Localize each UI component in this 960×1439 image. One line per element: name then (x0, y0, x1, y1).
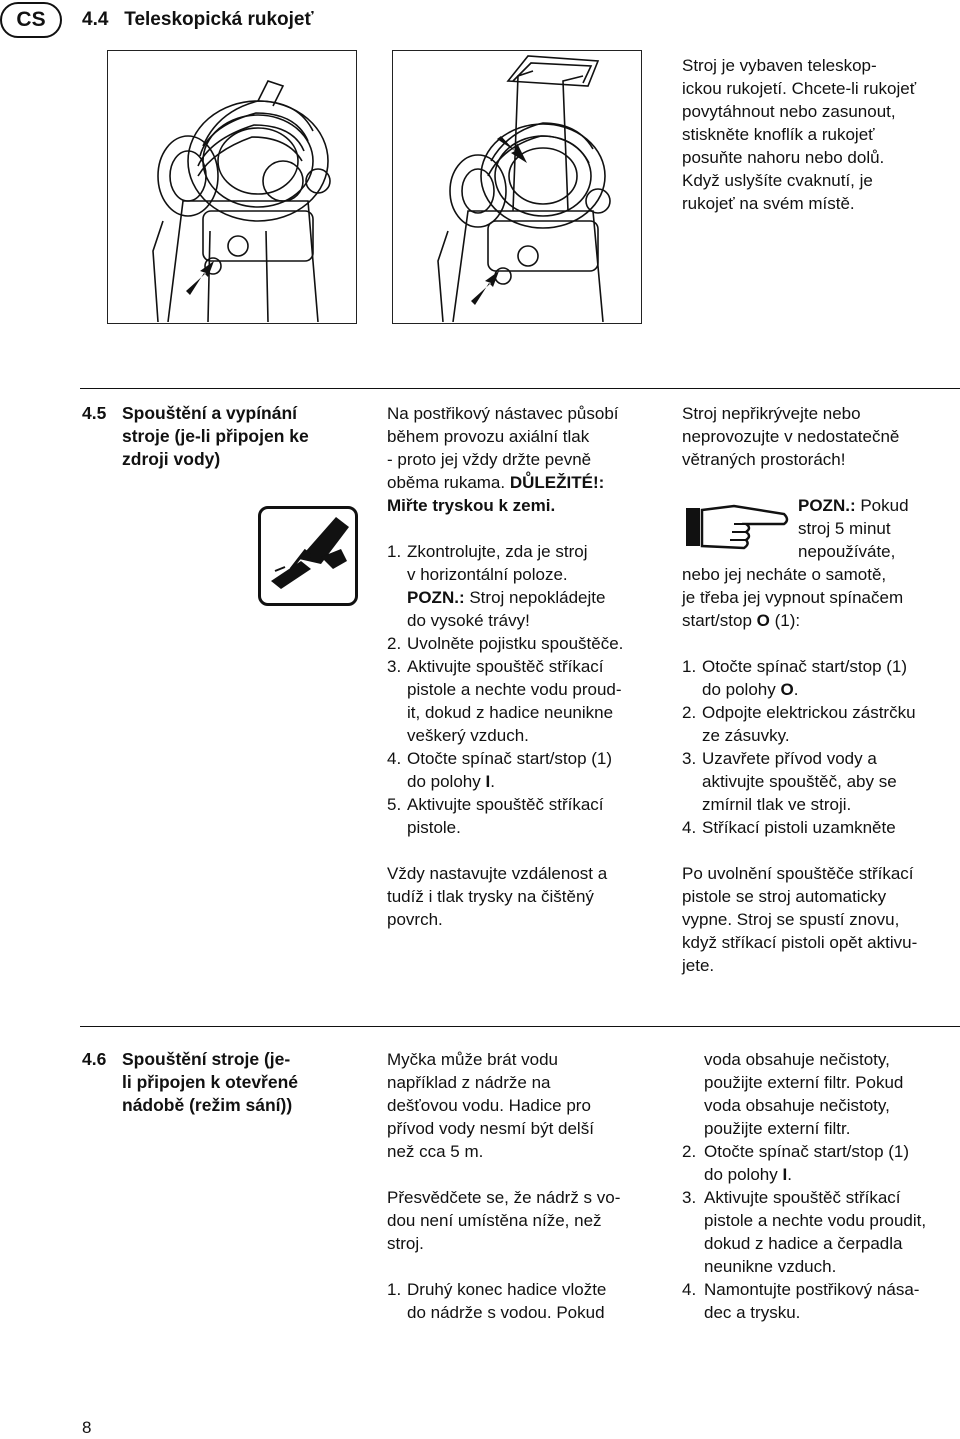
text-line: během provozu axiální tlak (387, 427, 590, 446)
important-label: DŮLEŽITÉ!: (509, 473, 605, 492)
text-line: Stříkací pistoli uzamkněte (702, 818, 896, 837)
list-item (682, 816, 957, 839)
text-line: Otočte spínač start/stop (1) (704, 1142, 910, 1161)
warning-pictogram (258, 506, 358, 606)
title-line: nádobě (režim sání)) (122, 1095, 293, 1115)
list-item (387, 793, 667, 839)
text-line: Odpojte elektrickou zástrčku (702, 703, 916, 722)
section-4-5-right-column (682, 402, 957, 977)
text-span: do polohy (407, 772, 481, 791)
step-number: 3. (387, 657, 402, 676)
text-line: do nádrže s vodou. Pokud (407, 1303, 605, 1322)
figure-handle-extended (392, 50, 642, 324)
position-symbol: O (780, 680, 794, 699)
note-label: POZN.: (798, 496, 856, 515)
section-number: 4.5 (82, 403, 107, 423)
text-line: v horizontální poloze. (407, 565, 568, 584)
text-line (387, 471, 667, 494)
list-item (387, 747, 667, 793)
text-span: oběma rukama. (387, 473, 506, 492)
step-number: 1. (387, 1280, 402, 1299)
text-line (702, 678, 907, 701)
text-line: Otočte spínač start/stop (1) (702, 657, 908, 676)
section-4-4-heading (82, 8, 314, 31)
text-span: Pokud (860, 496, 909, 515)
step-number: 3. (682, 1188, 697, 1207)
title-line: li připojen k otevřené (122, 1072, 299, 1092)
section-divider (80, 388, 960, 389)
text-line: Když uslyšíte cvaknutí, je (682, 171, 873, 190)
list-item (387, 655, 667, 747)
text-line: ickou rukojetí. Chcete-li rukojeť (682, 79, 917, 98)
text-line: voda obsahuje nečistoty, (704, 1096, 890, 1115)
text-span: (1): (774, 611, 801, 630)
section-title: Teleskopická rukojeť (124, 9, 314, 30)
note-label: POZN.: (407, 588, 465, 607)
text-line: Zkontrolujte, zda je stroj (407, 542, 588, 561)
text-line: pistole a nechte vodu proudit, (704, 1211, 927, 1230)
text-line: Po uvolnění spouštěče stříkací (682, 864, 914, 883)
pressure-washer-extended-illustration (393, 51, 640, 322)
title-line: zdroji vody) (122, 449, 221, 469)
text-line: pistole a nechte vodu proud- (407, 680, 622, 699)
text-span: . (793, 680, 799, 699)
text-line: - proto jej vždy držte pevně (387, 450, 592, 469)
title-line: Spouštění a vypínání (122, 403, 298, 423)
text-span: . (787, 1165, 792, 1184)
step-number: 4. (387, 749, 402, 768)
section-4-4-text (682, 54, 916, 215)
position-symbol: I (782, 1165, 788, 1184)
text-line: zmírnil tlak ve stroji. (702, 795, 852, 814)
text-line (407, 770, 612, 793)
language-badge: CS (0, 2, 62, 38)
text-line: použijte externí filtr. Pokud (704, 1073, 904, 1092)
text-line: stroj 5 minut (798, 519, 891, 538)
text-line: pistole. (407, 818, 461, 837)
text-line: posuňte nahoru nebo dolů. (682, 148, 885, 167)
text-line: dec a trysku. (704, 1303, 801, 1322)
text-line: rukojeť na svém místě. (682, 194, 855, 213)
note-with-hand (682, 494, 957, 563)
text-line: dou není umístěna níže, než (387, 1211, 602, 1230)
important-text: Miřte tryskou k zemi. (387, 496, 556, 515)
section-number: 4.4 (82, 9, 109, 30)
text-line: veškerý vzduch. (407, 726, 529, 745)
text-line: Vždy nastavujte vzdálenost a (387, 864, 608, 883)
text-span: . (490, 772, 495, 791)
text-line: neunikne vzduch. (704, 1257, 837, 1276)
text-line: ze zásuvky. (702, 726, 790, 745)
text-line: Na postřikový nástavec působí (387, 404, 619, 423)
position-symbol: O (756, 611, 770, 630)
text-line: dešťovou vodu. Hadice pro (387, 1096, 591, 1115)
text-line: větraných prostorách! (682, 450, 846, 469)
text-line: voda obsahuje nečistoty, (704, 1050, 890, 1069)
text-span: do polohy (702, 680, 776, 699)
section-4-5-middle-column (387, 402, 667, 931)
text-line: Namontujte postřikový nása- (704, 1280, 920, 1299)
section-divider (80, 1026, 960, 1027)
text-line: Otočte spínač start/stop (1) (407, 749, 613, 768)
list-item (682, 701, 957, 747)
text-line: než cca 5 m. (387, 1142, 484, 1161)
title-line: stroje (je-li připojen ke (122, 426, 309, 446)
text-line: Aktivujte spouštěč stříkací (407, 795, 604, 814)
figure-handle-retracted (107, 50, 357, 324)
text-span: do polohy (704, 1165, 778, 1184)
text-line: Stroj je vybaven teleskop- (682, 56, 877, 75)
text-line: povrch. (387, 910, 443, 929)
list-item (682, 1278, 957, 1324)
text-line: jete. (682, 956, 715, 975)
text-line: aktivujte spouštěč, aby se (702, 772, 897, 791)
step-number: 2. (387, 634, 402, 653)
text-line: pistole se stroj automaticky (682, 887, 887, 906)
step-number: 4. (682, 1280, 697, 1299)
page-number: 8 (82, 1418, 92, 1437)
section-4-5-heading (82, 402, 309, 471)
text-line: použijte externí filtr. (704, 1119, 851, 1138)
text-line (798, 494, 909, 517)
text-line (682, 609, 957, 632)
text-span: start/stop (682, 611, 752, 630)
step-number: 4. (682, 818, 697, 837)
text-line: it, dokud z hadice neunikne (407, 703, 614, 722)
step-number: 2. (682, 703, 697, 722)
text-line (407, 586, 667, 609)
text-line: je třeba jej vypnout spínačem (682, 588, 904, 607)
text-line: dokud z hadice a čerpadla (704, 1234, 903, 1253)
text-line: stiskněte knoflík a rukojeť (682, 125, 875, 144)
list-item (682, 1140, 957, 1186)
text-line: Uvolněte pojistku spouštěče. (407, 634, 624, 653)
list-item (682, 655, 957, 701)
section-4-6-middle-column (387, 1048, 667, 1324)
step-number: 3. (682, 749, 697, 768)
text-line: neprovozujte v nedostatečně (682, 427, 900, 446)
note (387, 586, 667, 632)
text-line (704, 1163, 909, 1186)
text-line: když stříkací pistoli opět aktivu- (682, 933, 918, 952)
text-line: nebo jej necháte o samotě, (682, 565, 887, 584)
list-item (682, 1186, 957, 1278)
list-item (387, 540, 667, 586)
title-line: Spouštění stroje (je- (122, 1049, 291, 1069)
text-line: vypne. Stroj se spustí znovu, (682, 910, 900, 929)
section-4-6-heading (82, 1048, 298, 1117)
text-line: do vysoké trávy! (407, 611, 530, 630)
pointing-hand-icon (684, 500, 790, 554)
text-span: Stroj nepokládejte (469, 588, 606, 607)
pressure-washer-illustration (108, 51, 355, 322)
step-number: 1. (682, 657, 697, 676)
text-line: stroj. (387, 1234, 424, 1253)
step-number: 5. (387, 795, 402, 814)
section-4-6-right-column (682, 1048, 957, 1324)
spray-gun-hands-icon (261, 509, 355, 603)
step-number: 2. (682, 1142, 697, 1161)
text-line: Přesvědčete se, že nádrž s vo- (387, 1188, 621, 1207)
text-line: Druhý konec hadice vložte (407, 1280, 607, 1299)
step-number: 1. (387, 542, 402, 561)
text-line: Aktivujte spouštěč stříkací (407, 657, 604, 676)
text-line: přívod vody nesmí být delší (387, 1119, 594, 1138)
section-number: 4.6 (82, 1049, 107, 1069)
text-line: nepoužíváte, (798, 542, 896, 561)
text-line: tudíž i tlak trysky na čištěný (387, 887, 594, 906)
list-item (387, 1278, 667, 1324)
position-symbol: I (485, 772, 491, 791)
list-item (387, 632, 667, 655)
text-line: například z nádrže na (387, 1073, 551, 1092)
text-line: povytáhnout nebo zasunout, (682, 102, 896, 121)
text-line: Aktivujte spouštěč stříkací (704, 1188, 901, 1207)
text-line: Uzavřete přívod vody a (702, 749, 877, 768)
text-line: Myčka může brát vodu (387, 1050, 559, 1069)
list-item (682, 747, 957, 816)
text-line: Stroj nepřikrývejte nebo (682, 404, 861, 423)
